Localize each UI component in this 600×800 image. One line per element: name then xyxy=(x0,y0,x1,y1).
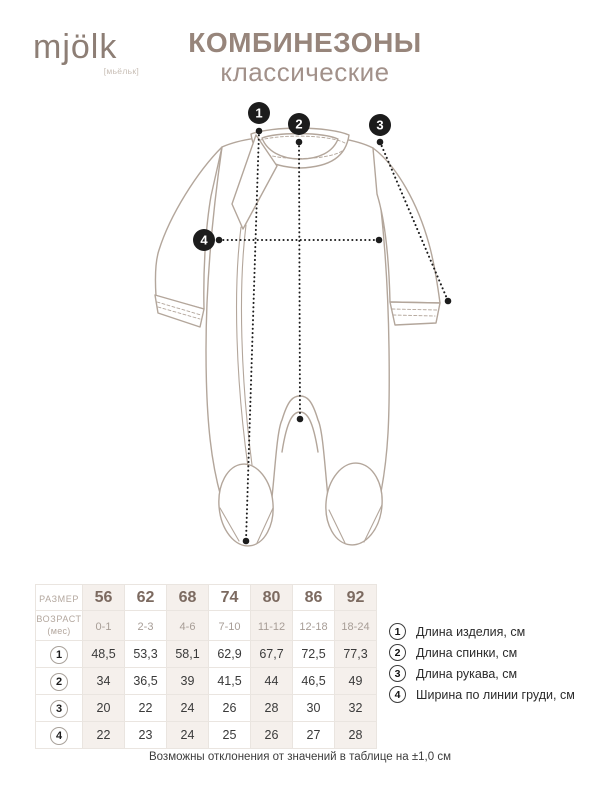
size-table xyxy=(35,584,377,749)
measurement-row-3 xyxy=(36,695,377,722)
legend-number-badge: 1 xyxy=(389,623,406,640)
value-cell: 62,9 xyxy=(217,647,242,661)
value-cell: 23 xyxy=(138,728,153,742)
legend-item-3 xyxy=(389,665,575,682)
legend-number-badge: 3 xyxy=(389,665,406,682)
measurement-legend xyxy=(389,623,575,703)
legend-number-badge: 4 xyxy=(389,686,406,703)
svg-text:3: 3 xyxy=(376,117,384,133)
size-cell: 56 xyxy=(94,588,113,606)
age-cell: 7-10 xyxy=(218,620,241,633)
value-cell: 30 xyxy=(306,701,321,715)
row-number-badge: 1 xyxy=(50,646,68,664)
legend-item-2 xyxy=(389,644,575,661)
age-cell: 4-6 xyxy=(179,620,196,633)
value-cell: 27 xyxy=(306,728,321,742)
value-cell: 34 xyxy=(96,674,111,688)
age-cell: 12-18 xyxy=(299,620,328,633)
legend-label: Длина спинки, см xyxy=(416,645,518,660)
size-cell: 86 xyxy=(304,588,323,606)
value-cell: 25 xyxy=(222,728,237,742)
value-cell: 26 xyxy=(222,701,237,715)
legend-label: Длина рукава, см xyxy=(416,666,518,681)
value-cell: 20 xyxy=(96,701,111,715)
size-cell: 74 xyxy=(220,588,239,606)
legend-item-1 xyxy=(389,623,575,640)
tolerance-note: Возможны отклонения от значений в таблице на ±1,0 см xyxy=(149,751,451,763)
value-cell: 26 xyxy=(264,728,279,742)
value-cell: 48,5 xyxy=(91,647,116,661)
value-cell: 67,7 xyxy=(259,647,284,661)
value-cell: 28 xyxy=(348,728,363,742)
size-row-label: РАЗМЕР xyxy=(39,593,79,604)
value-cell: 77,3 xyxy=(343,647,368,661)
age-row xyxy=(36,611,377,641)
age-cell: 18-24 xyxy=(341,620,370,633)
legend-number-badge: 2 xyxy=(389,644,406,661)
svg-text:4: 4 xyxy=(200,232,208,248)
value-cell: 22 xyxy=(138,701,153,715)
age-cell: 0-1 xyxy=(95,620,112,633)
row-number-badge: 4 xyxy=(50,727,68,745)
legend-label: Ширина по линии груди, см xyxy=(416,687,575,702)
marker-1 xyxy=(248,102,270,124)
marker-3 xyxy=(369,114,391,136)
value-cell: 22 xyxy=(96,728,111,742)
page-title: КОМБИНЕЗОНЫ xyxy=(188,27,422,58)
value-cell: 28 xyxy=(264,701,279,715)
marker-2 xyxy=(288,113,310,135)
size-cell: 92 xyxy=(346,588,365,606)
value-cell: 72,5 xyxy=(301,647,326,661)
brand-name: mjölk xyxy=(33,28,118,66)
measurement-row-1 xyxy=(36,641,377,668)
size-cell: 62 xyxy=(136,588,155,606)
size-cell: 80 xyxy=(262,588,281,606)
legend-item-4 xyxy=(389,686,575,703)
value-cell: 41,5 xyxy=(217,674,242,688)
page-subtitle: классические xyxy=(220,57,390,87)
age-row-label: ВОЗРАСТ (мес) xyxy=(36,614,82,636)
measurement-row-2 xyxy=(36,668,377,695)
measurement-row-4 xyxy=(36,722,377,749)
value-cell: 53,3 xyxy=(133,647,158,661)
size-cell: 68 xyxy=(178,588,197,606)
value-cell: 49 xyxy=(348,674,363,688)
value-cell: 44 xyxy=(264,674,279,688)
size-row xyxy=(36,585,377,611)
brand-transcription: [мьёльк] xyxy=(103,66,139,76)
row-number-badge: 3 xyxy=(50,700,68,718)
svg-text:2: 2 xyxy=(295,116,303,132)
value-cell: 39 xyxy=(180,674,195,688)
svg-text:1: 1 xyxy=(255,105,263,121)
legend-label: Длина изделия, см xyxy=(416,624,526,639)
age-cell: 2-3 xyxy=(137,620,154,633)
value-cell: 24 xyxy=(180,728,195,742)
romper-drawing xyxy=(155,128,440,548)
value-cell: 32 xyxy=(348,701,363,715)
value-cell: 24 xyxy=(180,701,195,715)
value-cell: 36,5 xyxy=(133,674,158,688)
row-number-badge: 2 xyxy=(50,673,68,691)
value-cell: 58,1 xyxy=(175,647,200,661)
age-cell: 11-12 xyxy=(257,620,286,633)
marker-4 xyxy=(193,229,215,251)
value-cell: 46,5 xyxy=(301,674,326,688)
